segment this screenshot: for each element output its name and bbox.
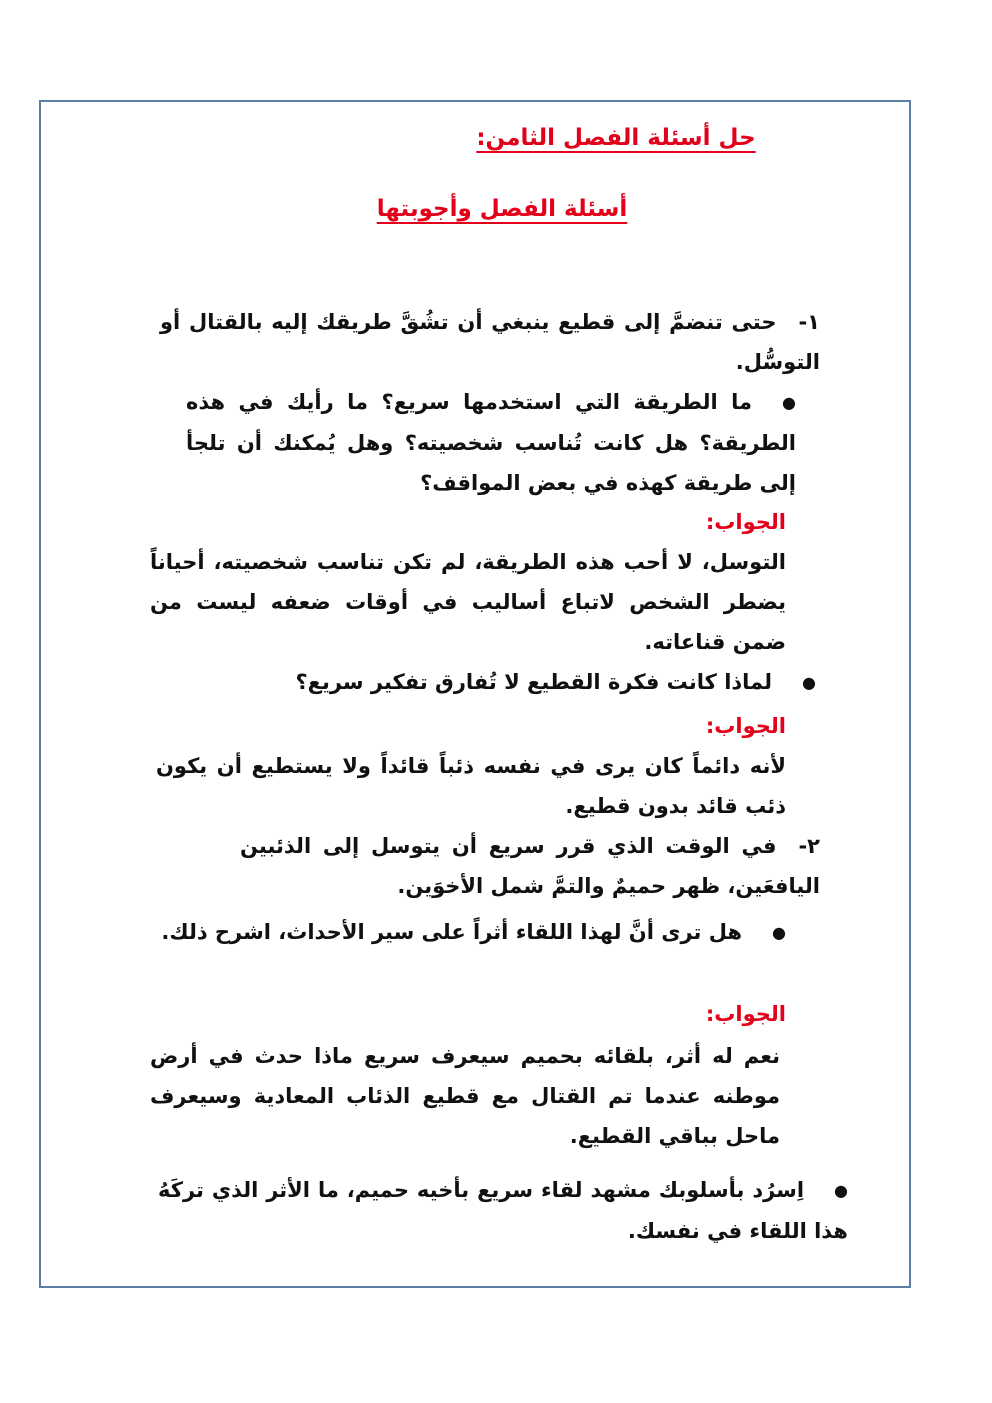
question-2 bbox=[240, 826, 820, 906]
question-number: ١- bbox=[798, 310, 820, 334]
question-number: ٢- bbox=[798, 834, 820, 858]
question-text: ما الطريقة التي استخدمها سريع؟ ما رأيك في هذه الطريقة؟ هل كانت تُناسب شخصيته؟ وهل يُمكنك أن تلجأ إلى طريقة كهذه في بعض المواقف؟ bbox=[186, 390, 796, 495]
bullet-icon: ● bbox=[782, 393, 796, 412]
question-1 bbox=[160, 302, 820, 382]
answer-text: التوسل، لا أحب هذه الطريقة، لم تكن تناسب شخصيته، أحياناً يضطر الشخص لاتباع أساليب في أوقات ضعفه ليست من ضمن قناعاته. bbox=[150, 550, 786, 654]
question-2a bbox=[156, 912, 786, 953]
question-2b bbox=[158, 1170, 848, 1251]
answer-label: الجواب: bbox=[705, 714, 786, 738]
question-text: هل ترى أنَّ لهذا اللقاء أثراً على سير الأحداث، اشرح ذلك. bbox=[161, 920, 743, 944]
question-1a bbox=[186, 382, 796, 503]
question-text: حتى تنضمَّ إلى قطيع ينبغي أن تشُقَّ طريقك إليه بالقتال أو التوسُّل. bbox=[160, 310, 820, 374]
answer-text: نعم له أثر، بلقائه بحميم سيعرف سريع ماذا حدث في أرض موطنه عندما تم القتال مع قطيع الذئاب المعادية وسيعرف ماحل بباقي القطيع. bbox=[150, 1044, 780, 1148]
answer-label: الجواب: bbox=[705, 510, 786, 534]
answer-label: الجواب: bbox=[705, 1002, 786, 1026]
page-title: حل أسئلة الفصل الثامن: bbox=[476, 125, 756, 151]
question-text: لماذا كانت فكرة القطيع لا تُفارق تفكير سريع؟ bbox=[295, 670, 773, 694]
bullet-icon: ● bbox=[772, 923, 786, 942]
page-subtitle: أسئلة الفصل وأجوبتها bbox=[376, 196, 628, 222]
question-1b bbox=[240, 662, 816, 703]
question-text: في الوقت الذي قرر سريع أن يتوسل إلى الذئبين اليافعَين، ظهر حميمٌ والتمَّ شمل الأخوَين. bbox=[240, 834, 820, 898]
bullet-icon: ● bbox=[834, 1181, 848, 1200]
bullet-icon: ● bbox=[802, 673, 816, 692]
answer-text: لأنه دائماً كان يرى في نفسه ذئباً قائداً ولا يستطيع أن يكون ذئب قائد بدون قطيع. bbox=[156, 754, 786, 818]
question-text: اِسرُد بأسلوبك مشهد لقاء سريع بأخيه حميم، ما الأثر الذي تركَهُ هذا اللقاء في نفسك. bbox=[158, 1178, 848, 1243]
